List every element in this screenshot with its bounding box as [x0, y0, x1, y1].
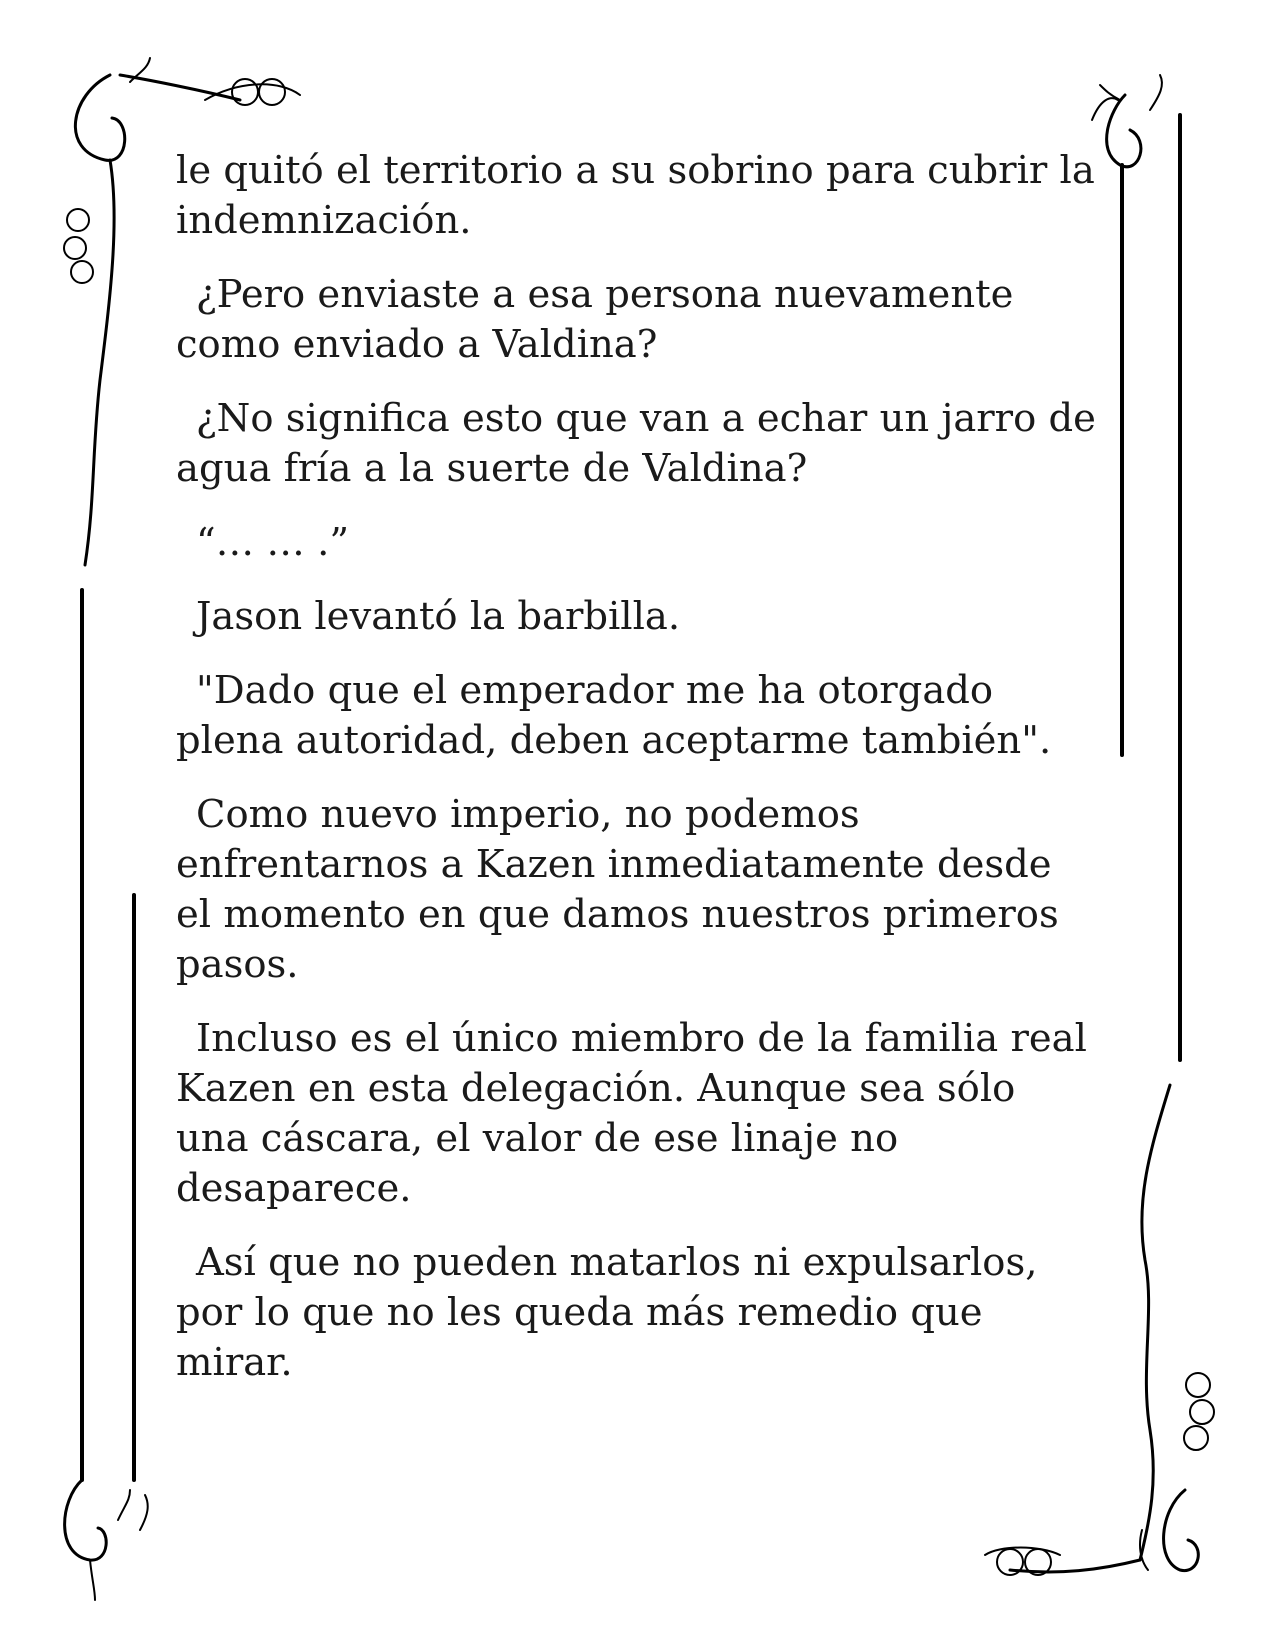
paragraph: Jason levantó la barbilla.	[196, 594, 681, 639]
paragraph: le quitó el territorio a su sobrino para cubrir la indemnización.	[176, 148, 1095, 243]
paragraph: Así que no pueden matarlos ni expulsarlos, por lo que no les queda más remedio que mirar.	[176, 1240, 1038, 1385]
paragraph: Incluso es el único miembro de la familia real Kazen en esta delegación. Aunque sea sólo una cáscara, el valor de ese linaje no desaparece.	[176, 1016, 1087, 1211]
paragraph: ¿Pero enviaste a esa persona nuevamente como enviado a Valdina?	[176, 272, 1014, 367]
paragraph: Como nuevo imperio, no podemos enfrentarnos a Kazen inmediatamente desde el momento en que damos nuestros primeros pasos.	[176, 792, 1059, 987]
page-body-text	[176, 146, 1096, 1412]
flourish-bottom-left	[65, 1480, 148, 1600]
paragraph: "Dado que el emperador me ha otorgado plena autoridad, deben aceptarme también".	[176, 668, 1052, 763]
paragraph: “… … .”	[196, 520, 350, 565]
flourish-top-right	[1092, 75, 1162, 167]
paragraph: ¿No significa esto que van a echar un jarro de agua fría a la suerte de Valdina?	[176, 396, 1096, 491]
